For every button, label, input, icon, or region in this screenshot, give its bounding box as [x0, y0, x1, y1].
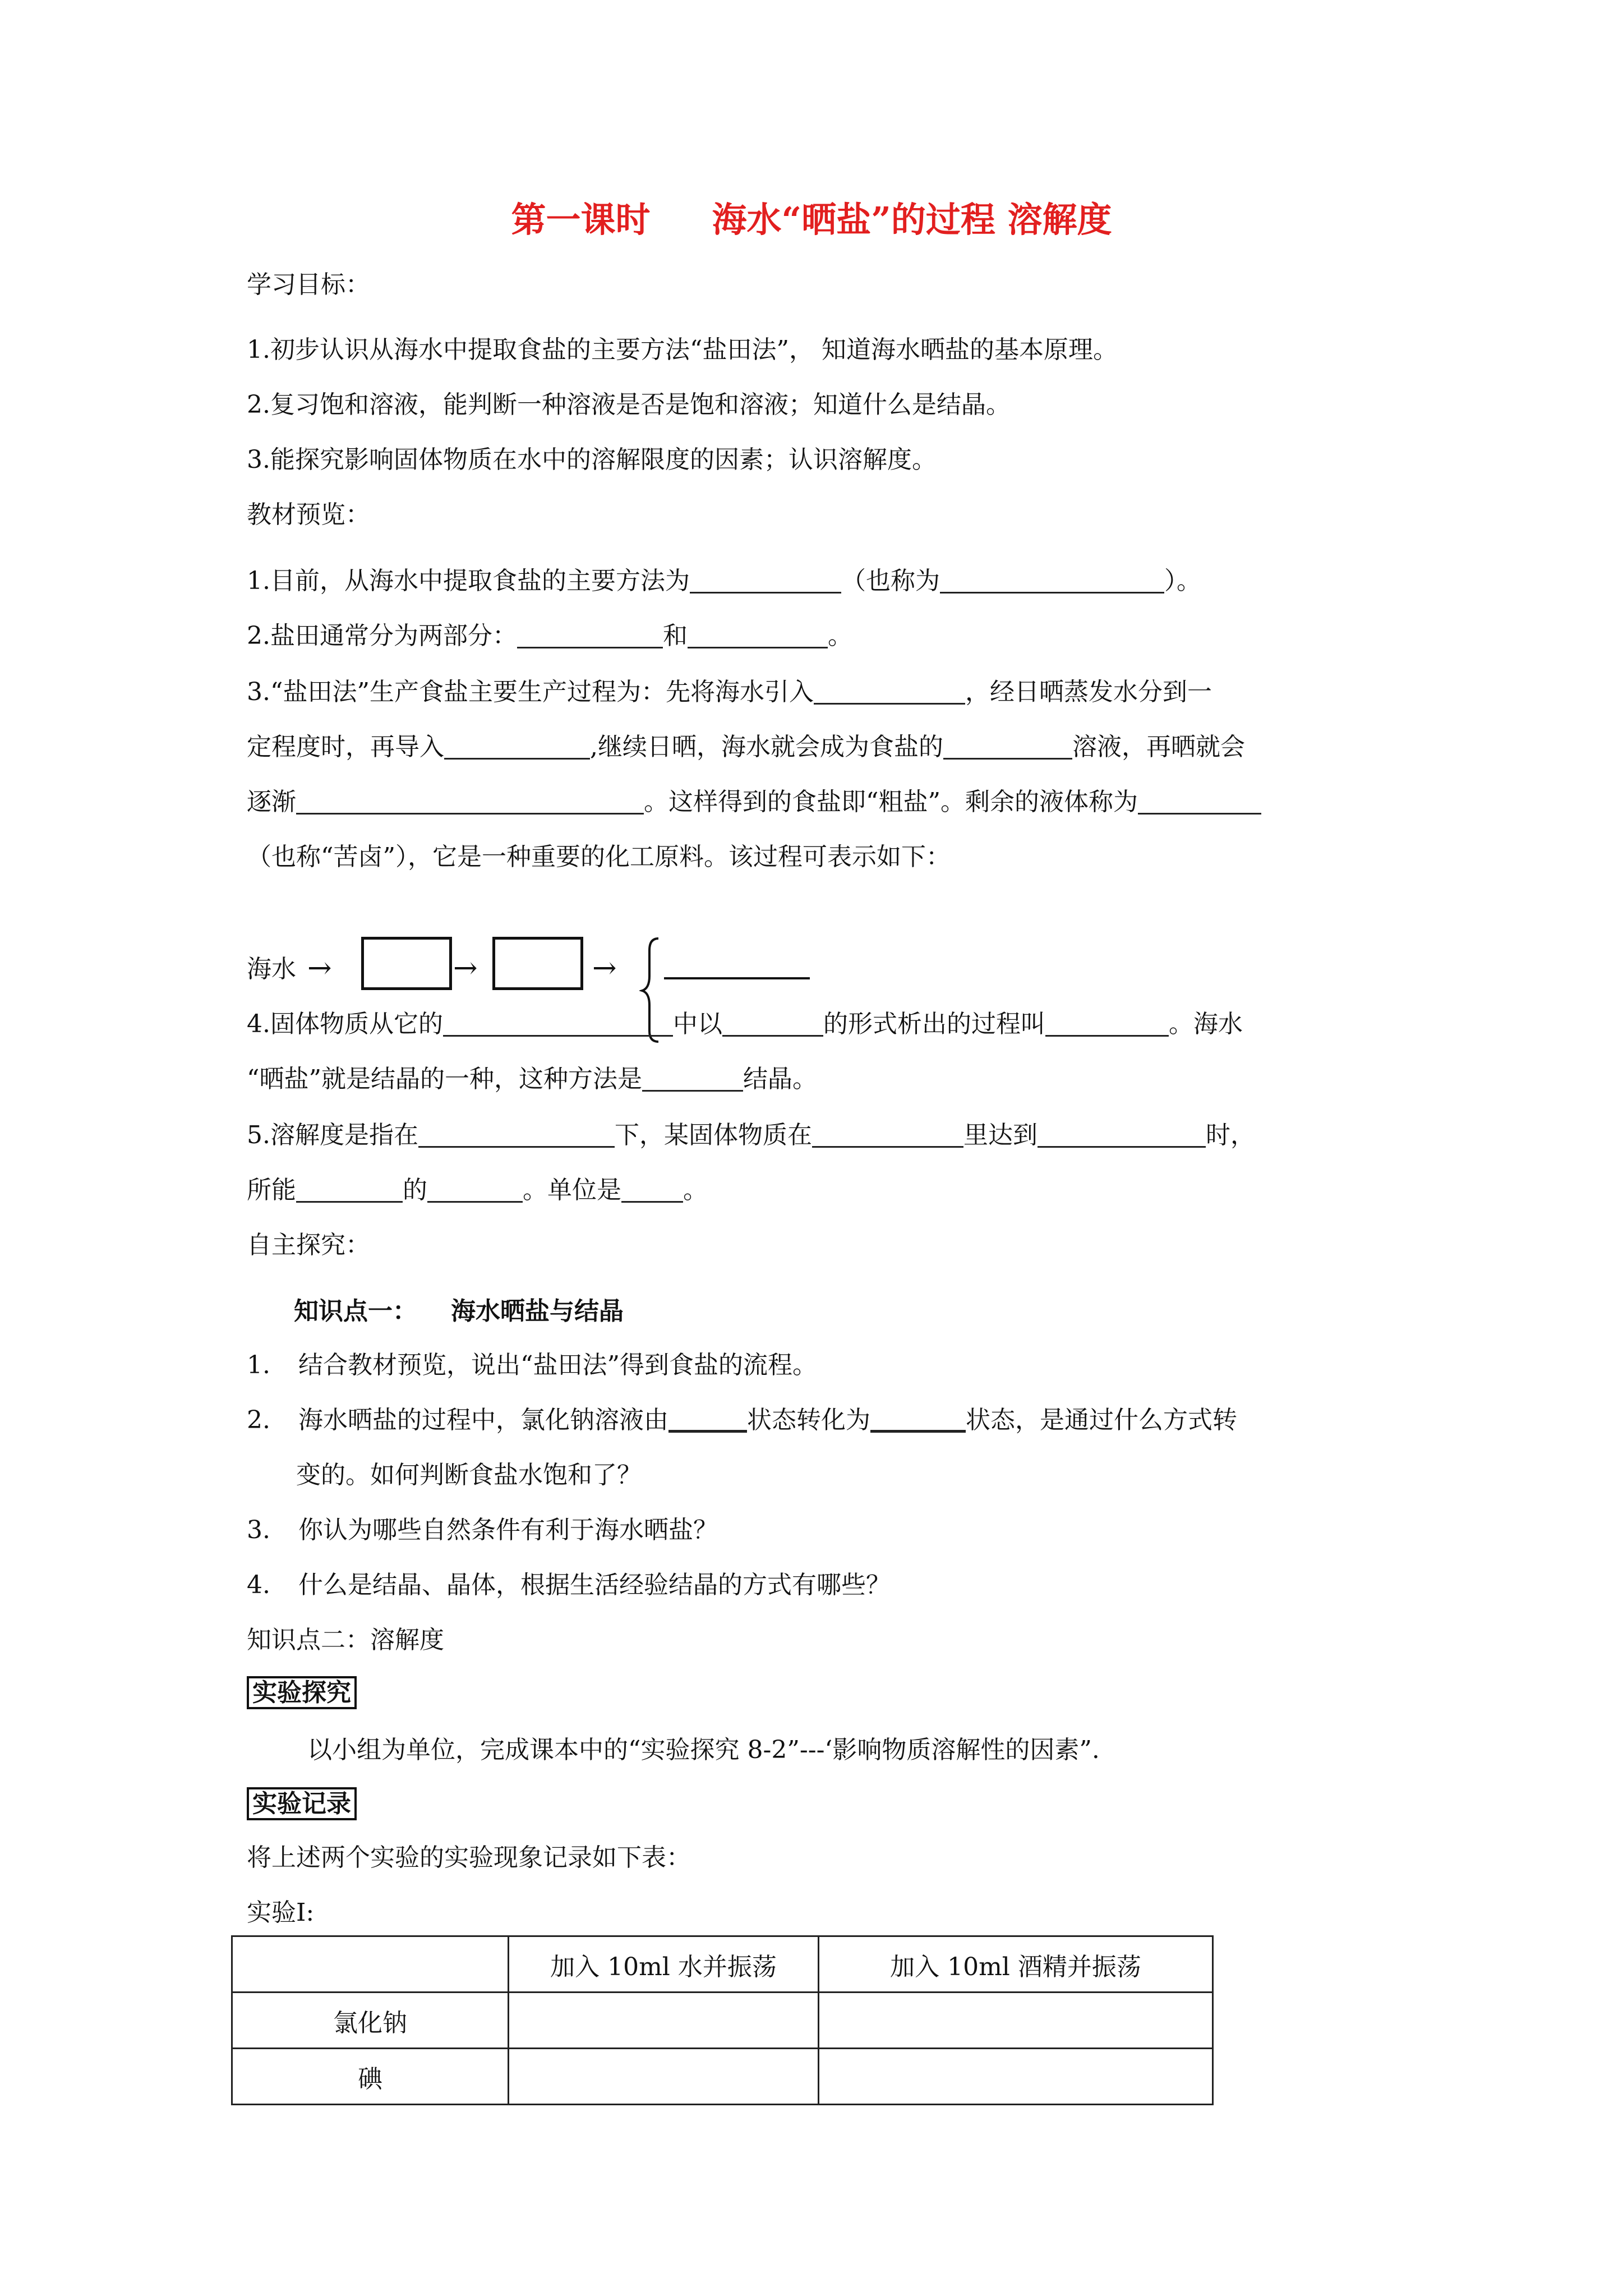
preview-q3-line1: 3.“盐田法”生产食盐主要生产过程为：先将海水引入 ，经日晒蒸发水分到一 — [247, 678, 1212, 706]
preview-q3-line4: （也称“苦卤”），它是一种重要的化工原料。该过程可表示如下： — [247, 843, 951, 871]
flow-box-1[interactable] — [361, 937, 452, 990]
arrow-icon: → — [592, 951, 617, 985]
blank[interactable] — [722, 1009, 823, 1037]
preview-q2: 2.盐田通常分为两部分： 和 。 — [247, 622, 852, 650]
blank[interactable] — [1038, 1120, 1206, 1148]
preview-q4-line1: 4.固体物质从它的 中以 的形式析出的过程叫 。海水 — [247, 1010, 1243, 1038]
preview-q4-line2: “晒盐”就是结晶的一种，这种方法是 结晶。 — [247, 1065, 817, 1093]
blank[interactable] — [427, 1175, 523, 1203]
knowledge-point-2: 知识点二：溶解度 — [247, 1626, 444, 1654]
k1-item-2-cont: 变的。如何判断食盐水饱和了？ — [296, 1461, 642, 1489]
goal-item-3: 3.能探究影响固体物质在水中的溶解限度的因素；认识溶解度。 — [247, 445, 937, 474]
preview-q5-line1: 5.溶解度是指在 下，某固体物质在 里达到 时， — [247, 1121, 1255, 1149]
flow-box-2[interactable] — [492, 937, 583, 990]
k1-item-3: 3. 你认为哪些自然条件有利于海水晒盐？ — [247, 1516, 718, 1544]
table-row-label: 碘 — [232, 2049, 509, 2105]
blank[interactable] — [688, 621, 828, 648]
blank[interactable] — [1138, 787, 1261, 815]
record-text: 将上述两个实验的实验现象记录如下表： — [247, 1843, 691, 1872]
table-row-label: 氯化钠 — [232, 1993, 509, 2049]
arrow-icon: → — [307, 951, 332, 985]
blank[interactable] — [812, 1120, 963, 1148]
blank[interactable] — [517, 621, 663, 648]
goal-item-2: 2.复习饱和溶液，能判断一种溶液是否是饱和溶液；知道什么是结晶。 — [247, 390, 1011, 419]
preview-q3-line3: 逐渐 。这样得到的食盐即“粗盐”。剩余的液体称为 — [247, 785, 1261, 819]
table-cell[interactable] — [819, 1993, 1213, 2049]
blank[interactable] — [418, 1120, 615, 1148]
flow-branch-blank-1[interactable] — [664, 977, 810, 979]
flow-start-label: 海水 — [247, 955, 296, 983]
arrow-icon: → — [453, 951, 478, 985]
table-row — [232, 2049, 1213, 2105]
table-header-cell: 加入 10ml 酒精并振荡 — [819, 1936, 1213, 1993]
title-topic: 海水“晒盐”的过程 溶解度 — [712, 199, 1112, 240]
table-header-cell: 加入 10ml 水并振荡 — [509, 1936, 819, 1993]
blank[interactable] — [943, 732, 1072, 760]
page-title — [0, 199, 1623, 240]
blank[interactable] — [621, 1175, 683, 1203]
blank[interactable] — [870, 1404, 966, 1433]
knowledge-point-1: 知识点一： 海水晒盐与结晶 — [294, 1297, 624, 1326]
experiment-label: 实验探究 — [247, 1676, 357, 1710]
blank[interactable] — [690, 566, 841, 593]
blank[interactable] — [296, 1175, 403, 1203]
explore-heading: 自主探究： — [247, 1231, 370, 1259]
experiment-text: 以小组为单位，完成课本中的“实验探究 8-2”---‘影响物质溶解性的因素”. — [307, 1736, 1100, 1764]
table-cell[interactable] — [819, 2049, 1213, 2105]
blank[interactable] — [443, 1009, 606, 1037]
experiment-1-label: 实验Ⅰ: — [247, 1898, 315, 1927]
blank[interactable] — [1045, 1009, 1169, 1037]
blank[interactable] — [814, 677, 965, 705]
goal-item-1: 1.初步认识从海水中提取食盐的主要方法“盐田法”， 知道海水晒盐的基本原理。 — [247, 335, 1118, 364]
blank[interactable] — [642, 1064, 743, 1092]
record-label: 实验记录 — [247, 1787, 357, 1821]
preview-heading: 教材预览： — [247, 500, 370, 529]
preview-q3-line2: 定程度时，再导入 ,继续日晒，海水就会成为食盐的 溶液，再晒就会 — [247, 733, 1245, 761]
blank[interactable] — [940, 566, 1164, 593]
blank[interactable] — [444, 732, 590, 760]
blank[interactable] — [668, 1404, 747, 1433]
table-header-row — [232, 1936, 1213, 1993]
table-cell[interactable] — [509, 2049, 819, 2105]
preview-q1: 1.目前，从海水中提取食盐的主要方法为 （也称为 ）。 — [247, 567, 1201, 595]
k1-item-2: 2. 海水晒盐的过程中，氯化钠溶液由 状态转化为 状态，是通过什么方式转 — [247, 1404, 1237, 1437]
title-lesson: 第一课时 — [511, 199, 651, 240]
table-header-cell — [232, 1936, 509, 1993]
table-row — [232, 1993, 1213, 2049]
k1-item-4: 4. 什么是结晶、晶体，根据生活经验结晶的方式有哪些？ — [247, 1571, 891, 1599]
goals-heading: 学习目标： — [247, 270, 370, 299]
table-cell[interactable] — [509, 1993, 819, 2049]
experiment-record-table — [231, 1935, 1214, 2105]
preview-q5-line2: 所能 的 。单位是 。 — [247, 1176, 708, 1204]
k1-item-1: 1. 结合教材预览，说出“盐田法”得到食盐的流程。 — [247, 1351, 817, 1379]
flow-branch-blank-2[interactable] — [606, 1009, 673, 1037]
blank[interactable] — [296, 787, 644, 815]
